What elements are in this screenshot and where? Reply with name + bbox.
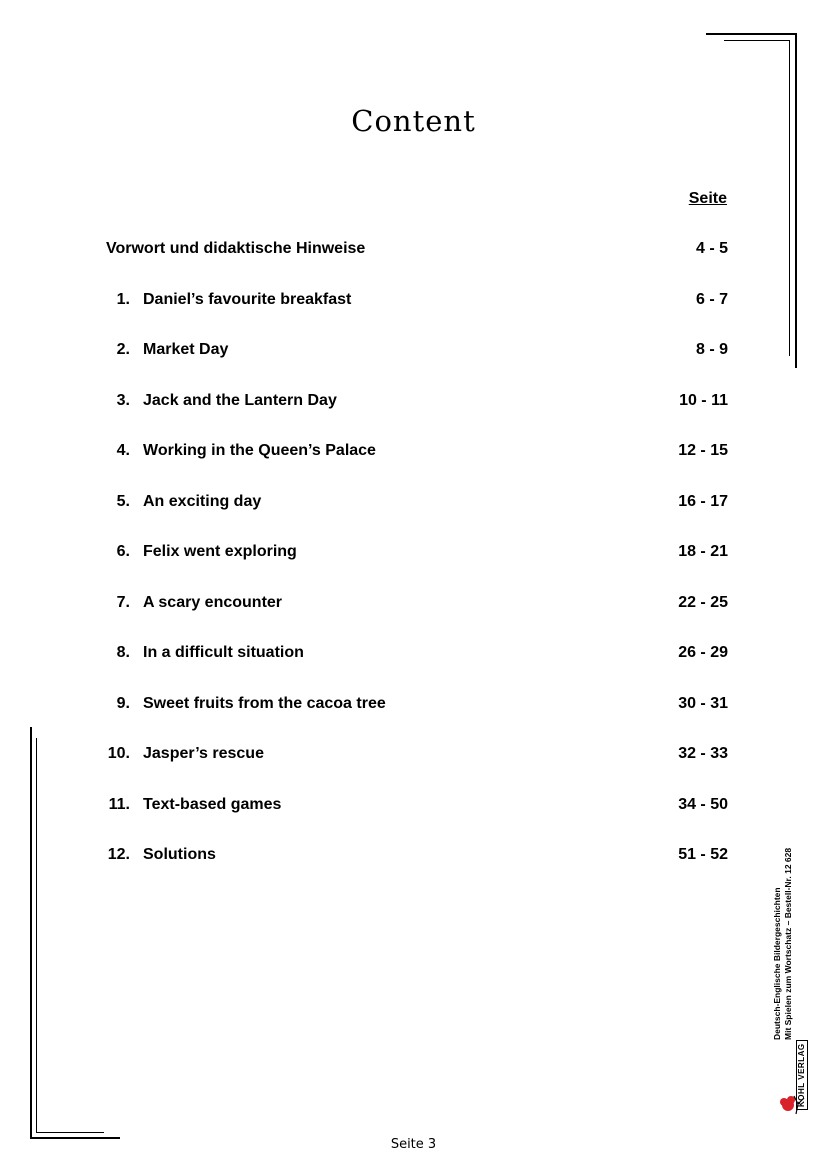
toc-entry <box>106 543 728 565</box>
page-column-header: Seite <box>688 190 727 207</box>
publisher-name: KOHL VERLAG <box>796 1040 808 1110</box>
frame-top-right-outer-h <box>706 33 797 35</box>
toc-entry-number: 6. <box>116 543 130 560</box>
frame-top-right-outer-v <box>795 33 797 368</box>
toc-entry-pages: 4 - 5 <box>695 240 728 257</box>
frame-bottom-left-inner-v <box>36 738 37 1133</box>
footer-page-number: Seite 3 <box>390 1137 437 1152</box>
toc-entry-title: Jack and the Lantern Day <box>143 391 337 409</box>
toc-entry-pages: 32 - 33 <box>678 745 728 762</box>
toc-entry-number: 11. <box>108 795 130 813</box>
toc-entry-pages: 34 - 50 <box>678 795 728 813</box>
toc-entry-pages: 51 - 52 <box>678 846 728 863</box>
frame-bottom-left-inner-h <box>36 1132 104 1133</box>
toc-entry-title: An exciting day <box>143 492 262 510</box>
toc-entry-pages: 12 - 15 <box>678 442 728 459</box>
toc-entry-pages: 22 - 25 <box>678 593 728 611</box>
toc-entry-title: A scary encounter <box>143 593 283 611</box>
toc-entry <box>106 291 728 313</box>
toc-entry-number: 5. <box>116 492 130 510</box>
toc-entry-number: 7. <box>116 593 130 611</box>
toc-entry-number: 12. <box>107 846 130 863</box>
toc-entry-title: Working in the Queen’s Palace <box>143 442 376 459</box>
toc-entry-title: Solutions <box>143 846 216 863</box>
frame-top-right-inner-h <box>724 40 790 41</box>
toc-entry-title: Felix went exploring <box>143 543 297 560</box>
toc-entry-title: Text-based games <box>143 795 282 813</box>
toc-entry-title: Vorwort und didaktische Hinweise <box>106 240 366 257</box>
toc-entry-pages: 6 - 7 <box>695 290 728 308</box>
frame-top-right-inner-v <box>789 40 790 356</box>
toc-entry-title: Sweet fruits from the cacoa tree <box>143 694 386 712</box>
toc-entry-number: 2. <box>116 341 130 358</box>
toc-entry-pages: 10 - 11 <box>679 391 728 409</box>
toc-entry-number: 4. <box>116 442 130 459</box>
toc-entry <box>106 846 728 868</box>
toc-entry-pages: 16 - 17 <box>678 492 728 510</box>
toc-entry-pages: 18 - 21 <box>678 543 728 560</box>
side-credit <box>772 848 794 1040</box>
toc-entry-title: In a difficult situation <box>143 644 304 661</box>
toc-entry-number: 10. <box>107 745 130 762</box>
toc-entry-pages: 26 - 29 <box>678 644 728 661</box>
toc-entry-number: 3. <box>116 391 130 409</box>
toc-entry-title: Market Day <box>143 341 229 358</box>
toc-entry-number: 1. <box>116 290 130 308</box>
toc-entry <box>106 796 728 818</box>
page-title: Content <box>351 104 476 138</box>
toc-entry-pages: 30 - 31 <box>678 694 728 712</box>
toc-entry <box>106 745 728 767</box>
toc-entry-number: 9. <box>116 694 130 712</box>
toc-entry-title: Jasper’s rescue <box>143 745 264 762</box>
toc-entry <box>106 392 728 414</box>
toc-entry <box>106 695 728 717</box>
side-credit-line2: Mit Spielen zum Wortschatz – Bestell-Nr. 12 628 <box>783 847 793 1040</box>
toc-entry <box>106 442 728 464</box>
toc-entry <box>106 341 728 363</box>
toc-entry-number: 8. <box>116 644 130 661</box>
frame-bottom-left-outer-v <box>30 727 32 1139</box>
toc-entry <box>106 240 728 262</box>
toc-entry-pages: 8 - 9 <box>695 341 728 358</box>
toc-entry-title: Daniel’s favourite breakfast <box>143 290 352 308</box>
toc-entry <box>106 644 728 666</box>
toc-entry <box>106 594 728 616</box>
toc-entry <box>106 493 728 515</box>
side-credit-line1: Deutsch-Englische Bildergeschichten <box>772 887 782 1040</box>
